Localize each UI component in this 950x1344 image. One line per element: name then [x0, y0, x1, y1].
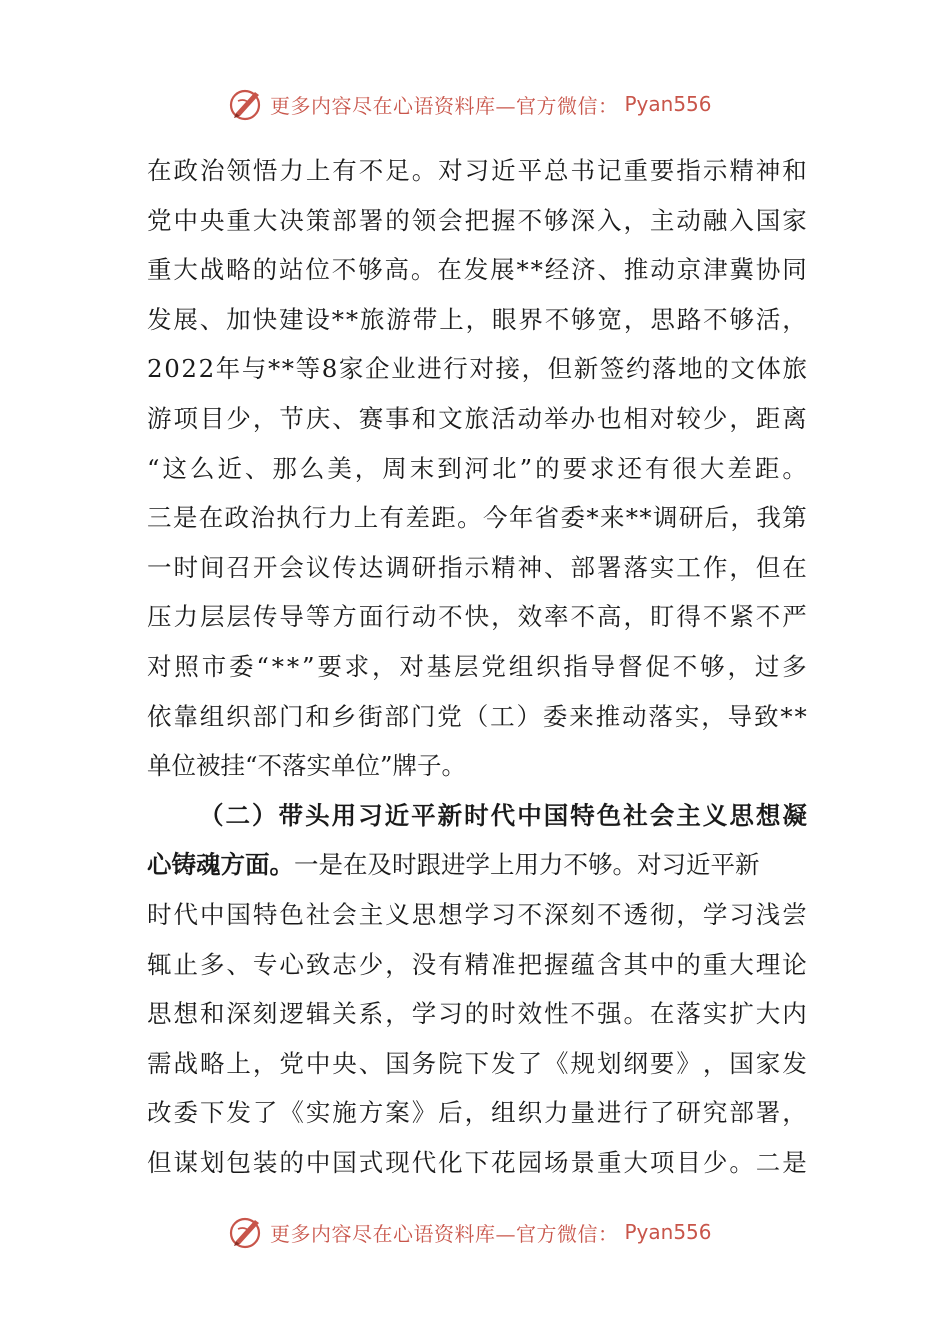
text-line: 重 大 战 略 的 站 位 不 够 高 。 在 发 展 * * 经 济 、 推 动 京 津 冀 协 同: [147, 255, 807, 285]
text-line-mixed: [147, 840, 807, 890]
watermark-text: 更多内容尽在心语资料库—官方微信：: [270, 1221, 619, 1246]
watermark-wechat-id: Pyan556: [624, 1220, 712, 1244]
text-line: 但 谋 划 包 装 的 中 国 式 现 代 化 下 花 园 场 景 重 大 项 目 少 。 二 是: [147, 1147, 807, 1177]
text-line: 在 政 治 领 悟 力 上 有 不 足 。 对 习 近 平 总 书 记 重 要 指 示 精 神 和: [147, 156, 807, 185]
text-line: 改 委 下 发 了 《 实 施 方 案 》 后 ， 组 织 力 量 进 行 了 研 究 部 署 ，: [147, 1098, 807, 1128]
text-line: 三 是 在 政 治 执 行 力 上 有 差 距 。 今 年 省 委 * 来 * * 调 研 后 ， 我 第: [147, 503, 807, 533]
text-line: 思 想 和 深 刻 逻 辑 关 系 ， 学 习 的 时 效 性 不 强 。 在 落 实 扩 大 内: [147, 999, 807, 1029]
text-line: 压 力 层 层 传 导 等 方 面 行 动 不 快 ， 效 率 不 高 ， 盯 得 不 紧 不 严: [147, 602, 807, 632]
text-line: “ 这 么 近 、 那 么 美 ， 周 末 到 河 北 ” 的 要 求 还 有 很 大 差 距 。: [147, 453, 807, 483]
watermark-text: 更多内容尽在心语资料库—官方微信：: [270, 93, 619, 118]
pen-logo-icon: [228, 86, 264, 122]
text-line: 需 战 略 上 ， 党 中 央 、 国 务 院 下 发 了 《 规 划 纲 要 》 ， 国 家 发: [147, 1048, 807, 1078]
watermark-footer: [228, 1212, 712, 1252]
text-line: 时 代 中 国 特 色 社 会 主 义 思 想 学 习 不 深 刻 不 透 彻 ， 学 习 浅 尝: [147, 899, 807, 929]
section-heading-tail: 心铸魂方面。: [147, 850, 294, 880]
text-line: 一 时 间 召 开 会 议 传 达 调 研 指 示 精 神 、 部 署 落 实 工 作 ， 但 在: [147, 552, 807, 582]
text-run: 一是在及时跟进学上用力不够。对习近平新: [294, 850, 760, 880]
text-line: 发 展 、 加 快 建 设 * * 旅 游 带 上 ， 眼 界 不 够 宽 ， 思 路 不 够 活 ，: [147, 304, 807, 334]
text-line: 依 靠 组 织 部 门 和 乡 街 部 门 党 （ 工 ） 委 来 推 动 落 实 ， 导 致 * *: [147, 701, 807, 731]
text-line: 对 照 市 委 “ * * ” 要 求 ， 对 基 层 党 组 织 指 导 督 促 不 够 ， 过 多: [147, 651, 807, 681]
document-body: [147, 146, 807, 1187]
text-line: 2 0 2 2 年 与 * * 等 8 家 企 业 进 行 对 接 ， 但 新 签 约 落 地 的 文 体 旅: [147, 354, 807, 384]
watermark-wechat-id: Pyan556: [624, 92, 712, 116]
watermark-header: [228, 84, 712, 124]
text-line: 游 项 目 少 ， 节 庆 、 赛 事 和 文 旅 活 动 举 办 也 相 对 较 少 ， 距 离: [147, 403, 807, 433]
section-heading: （ 二 ） 带 头 用 习 近 平 新 时 代 中 国 特 色 社 会 主 义 思 想 凝: [199, 800, 807, 830]
text-line: 单位被挂“不落实单位”牌子。: [147, 751, 467, 781]
text-line: 辄 止 多 、 专 心 致 志 少 ， 没 有 精 准 把 握 蕴 含 其 中 的 重 大 理 论: [147, 949, 807, 979]
pen-logo-icon: [228, 1214, 264, 1250]
text-line: 党 中 央 重 大 决 策 部 署 的 领 会 把 握 不 够 深 入 ， 主 动 融 入 国 家: [147, 205, 807, 235]
